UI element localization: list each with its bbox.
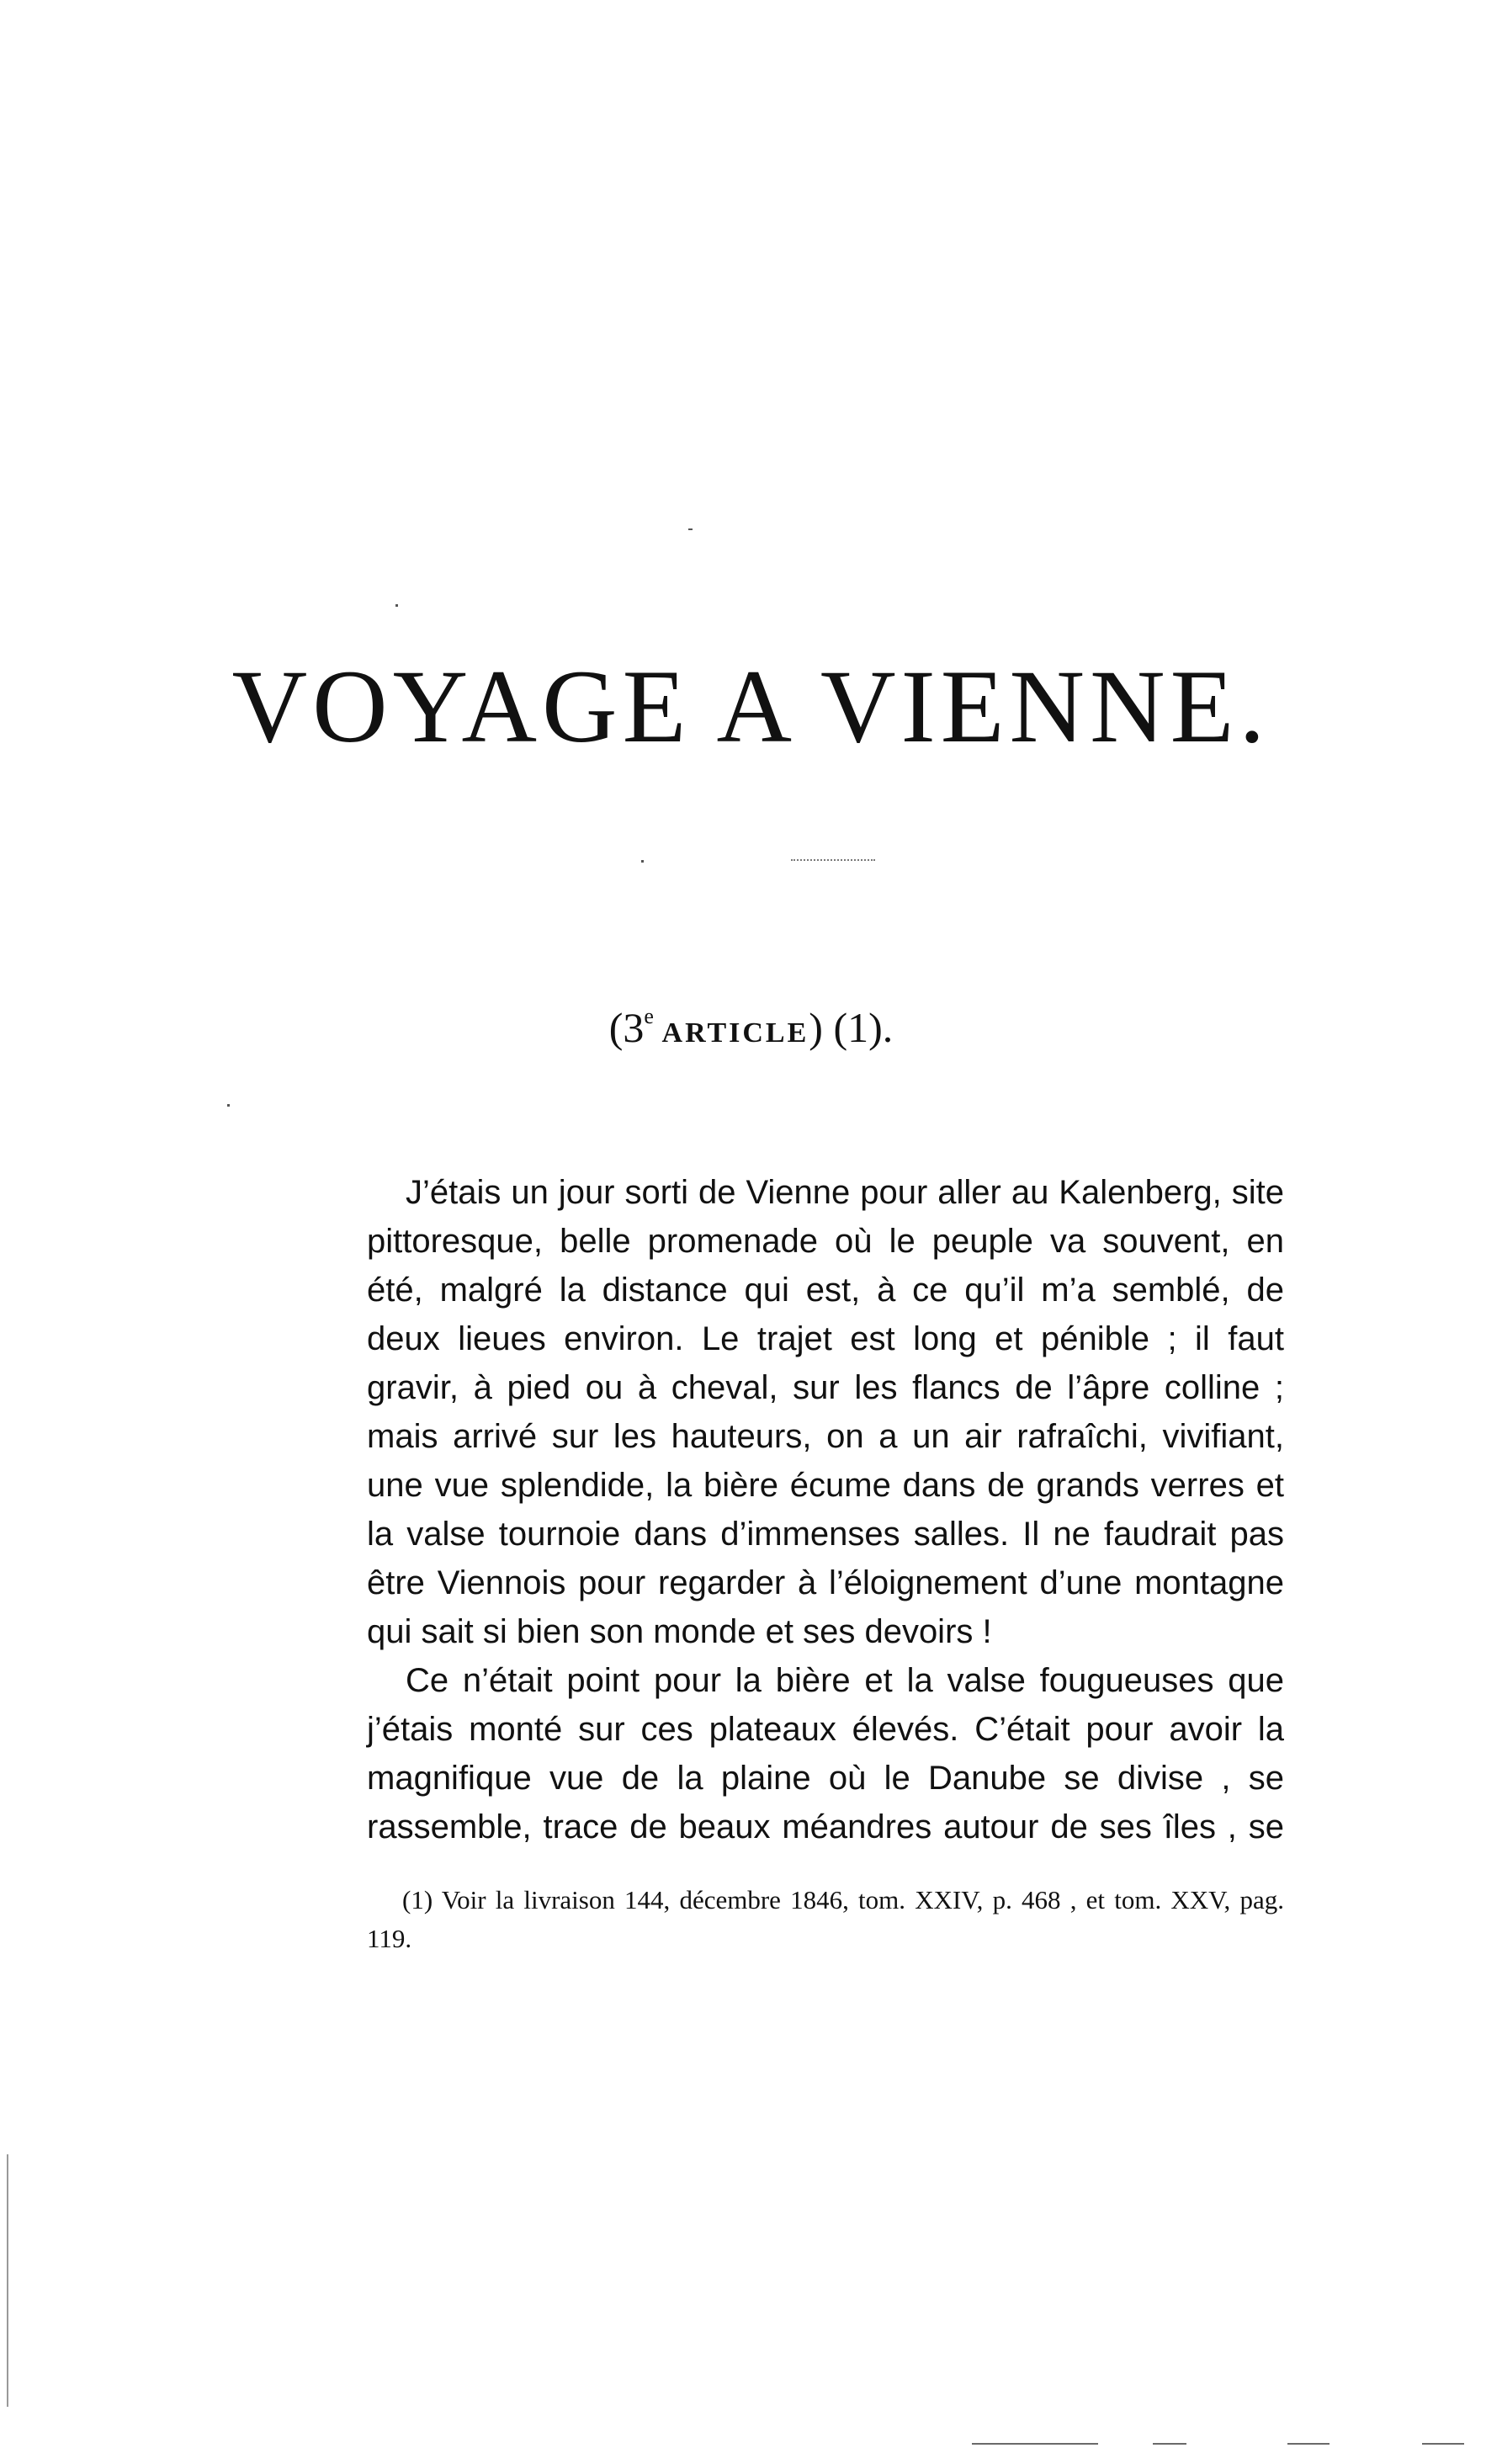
- scan-bottom-rule: [1287, 2443, 1330, 2445]
- scan-bottom-rule: [1422, 2443, 1464, 2445]
- scan-speck: [227, 1104, 230, 1107]
- scan-bottom-rule: [972, 2443, 1098, 2445]
- scan-margin-line: [7, 2154, 8, 2407]
- scan-bottom-rule: [1153, 2443, 1186, 2445]
- scan-speck: [641, 860, 644, 863]
- footnote: (1) Voir la livraison 144, décembre 1846, tom. XXIV, p. 468 , et tom. XXV, pag. 119.: [367, 1885, 1284, 1953]
- paragraph: J’étais un jour sorti de Vienne pour aller au Kalenberg, site pittoresque, belle promenade où le peuple va souvent, en été, malgré la distance qui est, à ce qu’il m’a semblé, de deux lieues environ. Le trajet est long et pénible ; il faut gravir, à pied ou à cheval, sur les flancs de l’âpre colline ; mais arrivé sur les hauteurs, on a un air rafraîchi, vivifiant, une vue splendide, la bière écume dans de grands verres et la valse tournoie dans d’immenses salles. Il ne faudrait pas être Viennois pour regarder à l’éloignement d’une montagne qui sait si bien son monde et ses devoirs !: [367, 1174, 1284, 1650]
- article-title: VOYAGE A VIENNE.: [231, 649, 1271, 764]
- subtitle-close: ) (1).: [809, 1004, 894, 1051]
- subtitle-superscript: e: [644, 1004, 654, 1028]
- scan-speck: [688, 528, 693, 530]
- subtitle-open: (3: [608, 1004, 645, 1051]
- title-divider: [791, 859, 875, 861]
- scan-speck: [395, 604, 398, 607]
- subtitle-label: ARTICLE: [653, 1017, 809, 1049]
- article-subtitle: [0, 991, 1502, 1059]
- paragraph: Ce n’était point pour la bière et la valse fougueuses que j’étais monté sur ces plateaux élevés. C’était pour avoir la magnifique vue de la plaine où le Danube se divise , se rassemble, trace de beaux méandres autour de ses îles , se: [367, 1662, 1284, 1845]
- article-body: [367, 1168, 1284, 1851]
